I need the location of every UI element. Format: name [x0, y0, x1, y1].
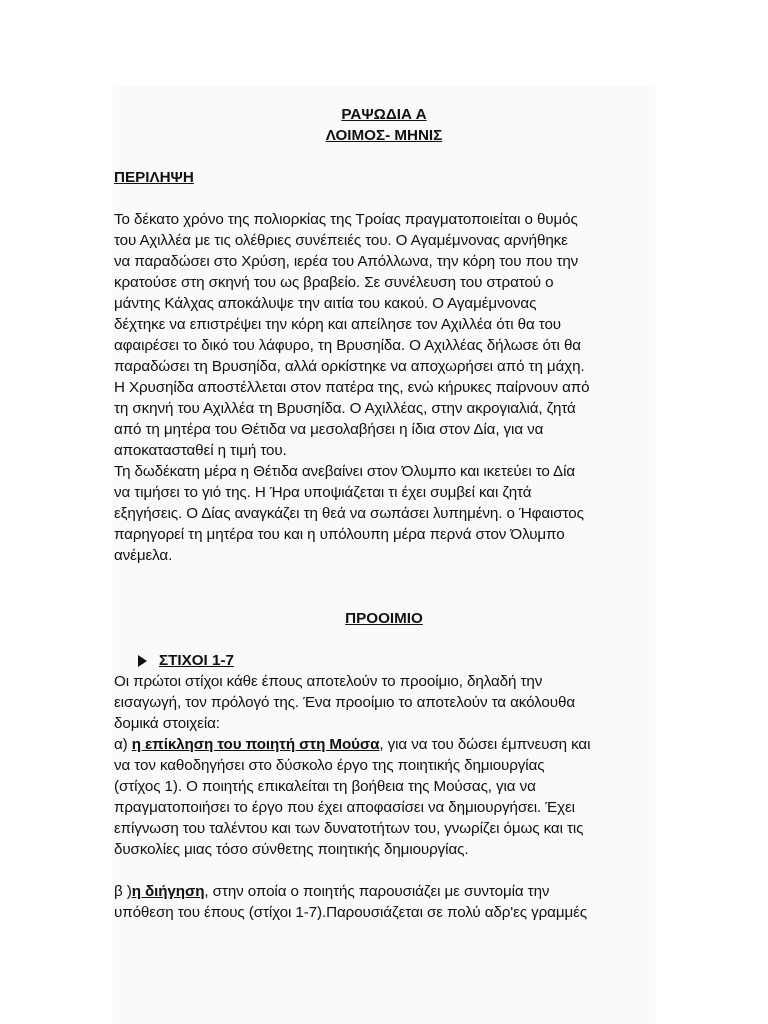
item-a-line: πραγματοποιήσει το έργο που έχει αποφασίσει να δημιουργήσει. Έχει — [114, 799, 575, 816]
document-content — [114, 104, 654, 923]
item-b-line: υπόθεση του έπους (στίχοι 1-7).Παρουσιάζεται σε πολύ αδρ'ες γραμμές — [114, 904, 588, 921]
summary-line: αποκατασταθεί η τιμή του. — [114, 442, 287, 459]
summary-line: να παραδώσει στο Χρύση, ιερέα του Απόλλωνα, την κόρη του που την — [114, 253, 579, 270]
summary-line: παραδώσει τη Βρυσηίδα, αλλά ορκίστηκε να αποχωρήσει από τη μάχη. — [114, 358, 585, 375]
item-a-line: (στίχος 1). Ο ποιητής επικαλείται τη βοήθεια της Μούσας, για να — [114, 778, 536, 795]
summary-line: τη σκηνή του Αχιλλέα τη Βρυσηίδα. Ο Αχιλλέας, στην ακρογιαλιά, ζητά — [114, 400, 576, 417]
item-a-prefix: α) — [114, 736, 132, 753]
item-a-line: να τον καθοδηγήσει στο δύσκολο έργο της ποιητικής δημιουργίας — [114, 757, 545, 774]
summary-line: Τη δωδέκατη μέρα η Θέτιδα ανεβαίνει στον Όλυμπο και ικετεύει το Δία — [114, 463, 576, 480]
item-a-rest: , για να του δώσει έμπνευση και — [379, 736, 591, 753]
item-b-first-line — [114, 881, 654, 902]
document-subtitle: ΛΟΙΜΟΣ- ΜΗΝΙΣ — [325, 127, 443, 144]
summary-line: κρατούσε στη σκηνή του ως βραβείο. Σε συνέλευση του στρατού ο — [114, 274, 554, 291]
summary-heading: ΠΕΡΙΛΗΨΗ — [114, 169, 194, 186]
verses-bullet — [138, 650, 654, 671]
document-page — [114, 88, 654, 1024]
summary-line: παρηγορεί τη μητέρα του και η υπόλουπη μέρα περνά στον Όλυμπο — [114, 526, 565, 543]
intro-line: Οι πρώτοι στίχοι κάθε έπους αποτελούν το προοίμιο, δηλαδή την — [114, 673, 543, 690]
summary-line: από τη μητέρα του Θέτιδα να μεσολαβήσει η ίδια στον Δία, για να — [114, 421, 544, 438]
intro-line: δομικά στοιχεία: — [114, 715, 220, 732]
arrow-bullet-icon — [138, 655, 147, 667]
summary-line: δέχτηκε να επιστρέψει την κόρη και απείλησε τον Αχιλλέα ότι θα του — [114, 316, 561, 333]
intro-paragraph — [114, 671, 654, 734]
intro-line: εισαγωγή, τον πρόλογό της. Ένα προοίμιο το αποτελούν τα ακόλουθα — [114, 694, 575, 711]
summary-paragraph — [114, 209, 654, 566]
prooimio-heading: ΠΡΟΟΙΜΙΟ — [345, 610, 423, 627]
summary-line: αφαιρέσει το δικό του λάφυρο, τη Βρυσηίδα. Ο Αχιλλέας δήλωσε ότι θα — [114, 337, 581, 354]
summary-line: Το δέκατο χρόνο της πολιορκίας της Τροίας πραγματοποιείται ο θυμός — [114, 211, 578, 228]
item-b-highlight: η διήγηση — [131, 883, 205, 900]
item-a-line: δυσκολίες μιας τόσο σύνθετης ποιητικής δημιουργίας. — [114, 841, 469, 858]
item-b-prefix: β ) — [114, 883, 132, 900]
item-a-paragraph — [114, 734, 654, 860]
document-title: ΡΑΨΩΔΙΑ Α — [341, 106, 427, 123]
verses-label: ΣΤΙΧΟΙ 1-7 — [159, 652, 234, 669]
summary-line: εξηγήσεις. Ο Δίας αναγκάζει τη θεά να σωπάσει λυπημένη. ο Ήφαιστος — [114, 505, 584, 522]
summary-line: του Αχιλλέα με τις ολέθριες συνέπειές του. Ο Αγαμέμνονας αρνήθηκε — [114, 232, 568, 249]
summary-line: ανέμελα. — [114, 547, 173, 564]
item-a-first-line — [114, 734, 654, 755]
summary-line: Η Χρυσηίδα αποστέλλεται στον πατέρα της, ενώ κήρυκες παίρνουν από — [114, 379, 590, 396]
item-a-highlight: η επίκληση του ποιητή στη Μούσα — [131, 736, 380, 753]
item-b-rest: , στην οποία ο ποιητής παρουσιάζει με συντομία την — [204, 883, 550, 900]
item-a-line: επίγνωση του ταλέντου και των δυνατοτήτων του, γνωρίζει όμως και τις — [114, 820, 584, 837]
summary-line: να τιμήσει το γιό της. Η Ήρα υποψιάζεται τι έχει συμβεί και ζητά — [114, 484, 532, 501]
summary-line: μάντης Κάλχας αποκάλυψε την αιτία του κακού. Ο Αγαμέμνονας — [114, 295, 537, 312]
item-b-paragraph — [114, 881, 654, 923]
